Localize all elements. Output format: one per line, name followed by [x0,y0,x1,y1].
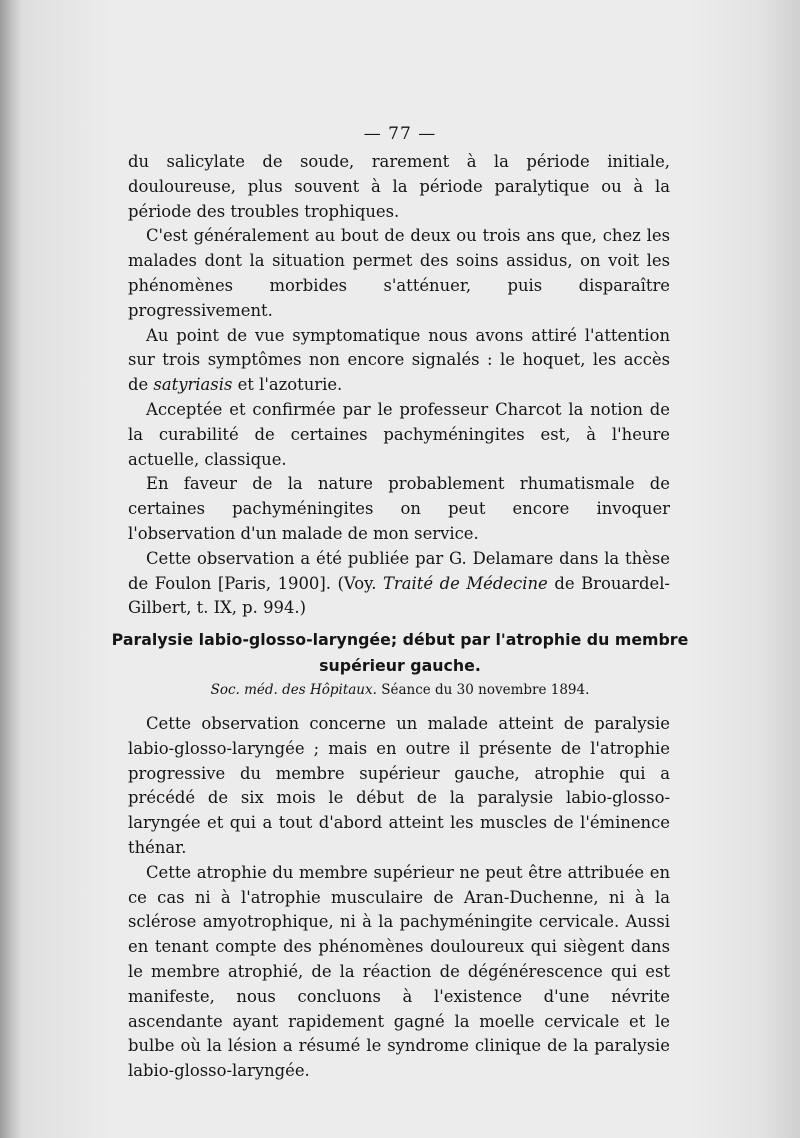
paragraph [128,324,670,398]
italic-term: satyriasis [153,375,233,395]
intro-text-block [128,150,670,621]
binding-shadow [0,0,22,1138]
session-date: Séance du 30 novembre 1894. [381,682,590,698]
section-text-block [128,712,670,1084]
paragraph-text: Cette observation a été publiée par G. Delamare dans la thèse de Foulon [Paris, 1900]. (Voy. [128,548,670,593]
paragraph-text: Au point de vue symptomatique nous avons attiré l'attention sur trois symptômes non encore signalés : le hoquet, les accès de [128,325,670,395]
paragraph [128,547,670,621]
paragraph: Cette observation concerne un malade atteint de paralysie labio-glosso-laryngée ; mais en outre il présente de l'atrophie progressive du membre supérieur gauche, atrophie qui a précédé de six mois le début de la paralysie labio-glosso-laryngée et qui a tout d'abord atteint les muscles de l'éminence thénar. [128,714,670,857]
paragraph: du salicylate de soude, rarement à la période initiale, douloureuse, plus souvent à la période paralytique ou à la période des troubles trophiques. [128,152,670,221]
section-heading-line: supérieur gauche. [319,656,481,675]
section-heading-line: Paralysie labio-glosso-laryngée; début par l'atrophie du membre [111,630,689,649]
paragraph: Acceptée et confirmée par le professeur Charcot la notion de la curabilité de certaines pachyméningites est, à l'heure actuelle, classique. [128,399,670,469]
book-title: Traité de Médecine [382,573,548,593]
paragraph: C'est généralement au bout de deux ou trois ans que, chez les malades dont la situation permet des soins assidus, on voit les phénomènes morbides s'atténuer, puis disparaître progressivement. [128,226,670,320]
section-heading [110,627,690,679]
paragraph: Cette atrophie du membre supérieur ne peut être attribuée en ce cas ni à l'atrophie musculaire de Aran-Duchenne, ni à la sclérose amyotrophique, ni à la pachyméningite cervicale. Aussi en tenant compte des phénomènes douloureux qui siègent dans le membre atrophié, de la réaction de dégénérescence qui est manifeste, nous concluons à l'existence d'une névrite ascendante ayant rapidement gagné la moelle cervicale et le bulbe où la lésion a résumé le syndrome clinique de la paralysie labio-glosso-laryngée. [128,862,670,1081]
paragraph-text: et l'azoturie. [237,375,343,395]
paragraph: En faveur de la nature probablement rhumatismale de certaines pachyméningites on peut encore invoquer l'observation d'un malade de mon service. [128,474,670,543]
citation [110,681,690,699]
journal-name: Soc. méd. des Hôpitaux. [210,682,377,698]
paragraph-text: de Brouardel-Gilbert, t. IX, p. 994.) [128,573,670,618]
page-number: — 77 — [363,124,437,144]
